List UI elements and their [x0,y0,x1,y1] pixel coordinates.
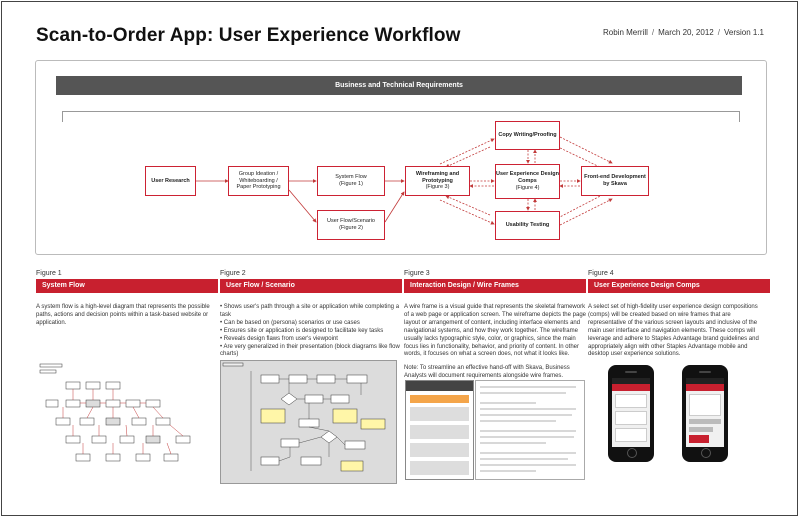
node-label: Paper Prototyping [236,184,281,191]
meta-separator: / [717,28,720,37]
content-card [615,428,647,442]
figure-2-column [220,270,402,359]
home-button [701,448,711,458]
product-line [689,427,713,432]
wireframe-banner [410,395,469,403]
node-ux-design-comps [495,164,560,199]
wireframe-header [406,381,473,391]
phone-speaker [625,371,637,373]
figure-heading: User Flow / Scenario [220,279,402,293]
node-label: Whiteboarding / [239,177,278,184]
figure-description [220,304,402,359]
arrow-wireframing-to-copy [440,139,494,164]
version: Version 1.1 [723,28,764,37]
figure-label: Figure 2 [220,270,246,277]
node-label: Copy Writing/Proofing [498,132,557,139]
node-label: (Figure 3) [425,184,450,191]
home-button [627,448,637,458]
arrow-usability-to-frontend [560,199,612,225]
product-line [689,419,721,424]
wireframe-doc-lines [476,381,584,479]
bullet-item: • Ensures site or application is designed to facilitate key tasks [220,327,384,334]
bullet-item: • Are very generalized in their presentation (block diagrams like flow charts) [220,343,400,358]
figure-3-column [404,270,586,381]
phone-mockup-left [608,365,654,462]
node-label: Prototyping [422,177,453,184]
node-label: User Flow/Scenario [327,218,375,225]
content-card [615,394,647,408]
arrow-ideation-to-userflow [289,190,316,222]
figure-description: A system flow is a high-level diagram that represents the possible paths, actions and decision points within a task-based website or application. [36,304,210,326]
node-label: (Figure 4) [515,184,540,191]
node-label: User Experience Design [496,171,559,178]
node-copy-writing [495,121,560,150]
product-image [689,394,721,416]
figure-label: Figure 1 [36,270,62,277]
meta-separator: / [651,28,655,37]
node-label: Usability Testing [505,222,550,229]
arrow-copy-to-frontend [560,137,612,163]
node-label: Front-end Development [584,174,646,181]
phone-mockup-right [682,365,728,462]
node-user-flow [317,210,385,240]
system-flow-thumbnail [36,360,211,480]
node-label: (Figure 2) [339,225,363,231]
wireframe-block [410,425,469,439]
node-usability-testing [495,211,560,240]
date: March 20, 2012 [658,28,714,37]
node-label: by Skava [603,181,627,187]
app-header [612,384,650,391]
page-title: Scan-to-Order App: User Experience Workflow [36,25,461,46]
app-header [686,384,724,391]
wireframe-block [410,407,469,421]
bullet-item: • Can be based on (persona) scenarios or use cases [220,319,360,326]
node-frontend-development [581,166,649,196]
requirements-bar: Business and Technical Requirements [56,76,742,95]
wireframe-block [410,461,469,475]
user-flow-thumbnail [220,360,397,484]
node-wireframing [405,166,470,196]
figure-note: Note: To streamline an effective hand-off with Skava, Business Analysts will document requirements alongside wire frames. [404,365,570,380]
figure-description: A wire frame is a visual guide that represents the skeletal framework of a web page or application screen. The wireframe depicts the page layout or arrangement of content, including interface elements and navigational systems, and how they work together. The wireframe usually lacks typographic style, color, or graphics, since the main focus lies in functionality, behavior, and priority of content. In other words, it focuses on what a screen does, not what it looks like. [404,304,586,358]
figure-4-column [588,270,770,359]
wireframe-block [410,443,469,457]
node-user-research [145,166,196,196]
system-flow-sketch [36,360,211,480]
figure-label: Figure 3 [404,270,430,277]
arrow-usability-to-wireframing [446,196,490,215]
bullet-item: • Reveals design flaws from user's viewpoint [220,335,338,342]
node-label: (Figure 1) [339,181,363,187]
arrow-copy-to-wireframing [446,147,490,167]
node-label: Group Ideation / [238,170,279,177]
figure-heading: System Flow [36,279,218,293]
arrow-userflow-to-wireframing [385,192,404,222]
phone-screen [612,378,650,447]
arrow-wireframing-to-usability [440,200,494,224]
figure-label: Figure 4 [588,270,614,277]
phone-speaker [699,371,711,373]
figure-heading: Interaction Design / Wire Frames [404,279,586,293]
node-label: User Research [151,177,190,184]
node-group-ideation [228,166,289,196]
content-card [615,411,647,425]
wireframe-doc-thumbnail [475,380,585,480]
wireframe-phone-thumbnail [405,380,474,480]
node-label: Comps [518,178,537,185]
user-flow-sketch [221,361,396,483]
add-to-cart-button [689,435,709,443]
phone-screen [686,378,724,447]
author: Robin Merrill [603,28,648,37]
node-label: Wireframing and [415,170,460,177]
node-system-flow [317,166,385,196]
figure-heading: User Experience Design Comps [588,279,770,293]
figure-description: A select set of high-fidelity user experience design compositions (comps) will be created based on wire frames that are representative of the various screen layouts and inclusive of the main user interface and navigation elements. These comps will leverage and adhere to Staples Advantage brand guidelines and appropriately align with other Staples Advantage mobile and desktop user experience solutions. [588,304,759,358]
figure-1-column [36,270,218,328]
node-label: System Flow [335,174,367,181]
bullet-item: • Shows user's path through a site or application while completing a task [220,304,400,318]
